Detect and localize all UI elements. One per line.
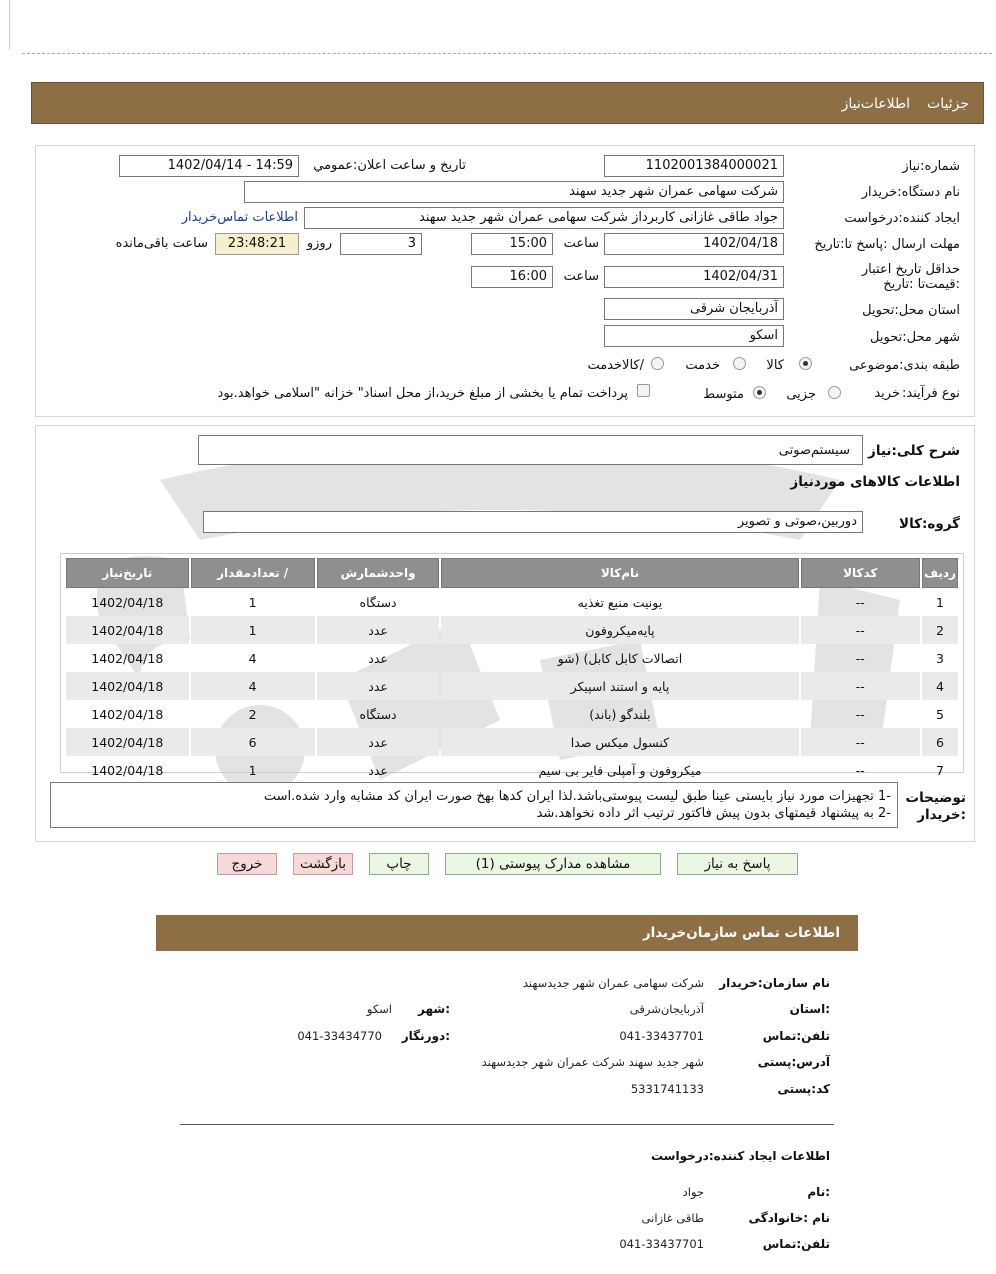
col-date: تاریخ‌نیاز xyxy=(66,558,189,588)
buyer-contact-link[interactable]: اطلاعات تماس‌خریدار xyxy=(181,210,298,225)
top-divider xyxy=(22,53,992,54)
cell-name: یونیت منبع تغذیه xyxy=(577,594,663,610)
province-contact-label: :استان xyxy=(789,1002,830,1016)
process-minor-radio[interactable] xyxy=(828,386,841,399)
cell-code: -- xyxy=(801,672,920,700)
buyer-org-label: نام دستگاه:خریدار xyxy=(861,185,960,200)
col-name: نام‌کالا xyxy=(441,558,798,588)
table-row xyxy=(66,728,958,756)
buyer-contact-header xyxy=(156,915,858,951)
tab-need-info[interactable]: اطلاعات‌نیاز xyxy=(841,96,910,112)
contact-divider xyxy=(180,1124,834,1125)
price-valid-time-field: 16:00 xyxy=(471,266,553,288)
print-button[interactable]: چاپ xyxy=(369,853,429,875)
cell-code: -- xyxy=(855,650,865,666)
province-field: آذربایجان شرقی xyxy=(604,298,784,320)
deadline-date-field: 1402/04/18 xyxy=(604,233,784,255)
col-qty: / تعدادمقدار xyxy=(191,558,315,588)
cell-qty: 4 xyxy=(191,672,315,700)
cell-name: بلندگو (باند) xyxy=(589,706,651,722)
buyer-notes-field xyxy=(50,782,898,828)
goods-info-title: اطلاعات کالاهای موردنیاز xyxy=(790,474,960,490)
cell-unit: عدد xyxy=(317,672,440,700)
process-medium-text: متوسط xyxy=(703,387,744,402)
treasury-payment-checkbox[interactable] xyxy=(637,384,650,397)
process-label: نوع فرآیند: xyxy=(902,386,960,401)
buyer-contact-title: اطلاعات تماس سازمان‌خریدار xyxy=(642,925,840,941)
creator-name-value: جواد xyxy=(682,1185,704,1199)
cell-code: -- xyxy=(855,594,865,610)
category-label: طبقه بندی:موضوعی xyxy=(849,358,960,373)
col-code: کدکالا xyxy=(801,558,920,588)
cell-name: اتصالات کابل کابل) (شو xyxy=(557,650,683,666)
cell-date: 1402/04/18 xyxy=(91,594,164,610)
payment-note: پرداخت تمام یا بخشی از مبلغ خرید،از محل اسناد" خزانه "اسلامی خواهد.بود xyxy=(217,386,628,401)
cell-qty: 4 xyxy=(248,650,257,666)
creator-info-title: اطلاعات ایجاد کننده:درخواست xyxy=(650,1149,830,1163)
cell-qty: 1 xyxy=(248,762,257,778)
city-contact-label: :شهر xyxy=(418,1002,450,1016)
table-row xyxy=(66,672,958,700)
process-buy-text: خرید xyxy=(874,386,900,401)
deadline-time-field: 15:00 xyxy=(471,233,553,255)
days-label: روزو xyxy=(306,236,332,251)
table-row xyxy=(66,756,958,784)
table-row xyxy=(66,616,958,644)
table-row xyxy=(66,644,958,672)
creator-family-value: طاقی غازانی xyxy=(641,1211,704,1225)
fax-value: 041-33434770 xyxy=(297,1029,382,1043)
goods-group-field: دوربین،صوتی و تصویر xyxy=(203,511,863,533)
table-row xyxy=(66,588,958,616)
cell-code: -- xyxy=(855,762,865,778)
category-service-text: خدمت xyxy=(685,358,720,373)
cell-name: میکروفون و آمپلی فایر بی سیم xyxy=(538,762,702,778)
cell-name: پایه‌میکروفون xyxy=(441,616,798,644)
cell-name: پایه و استند اسپیکر xyxy=(441,672,798,700)
goods-group-label: گروه:کالا xyxy=(899,516,960,532)
summary-label: شرح کلی:نیاز xyxy=(868,443,960,459)
price-valid-date-field: 1402/04/31 xyxy=(604,266,784,288)
creator-label: ایجاد کننده:درخواست xyxy=(844,211,960,226)
items-table xyxy=(64,558,960,784)
cell-code: -- xyxy=(801,616,920,644)
postal-value: 5331741133 xyxy=(630,1082,704,1096)
remaining-timer: 23:48:21 xyxy=(215,233,299,255)
cell-date: 1402/04/18 xyxy=(91,762,164,778)
notes-line-2: -2 به پیشنهاد قیمتهای بدون پیش فاکتور ترتیب اثر داده نخواهد.شد xyxy=(536,806,891,821)
cell-unit: دستگاه xyxy=(359,594,397,610)
tab-details[interactable]: جزئیات xyxy=(927,96,969,112)
process-medium-radio[interactable] xyxy=(753,386,766,399)
price-valid-time-label: ساعت xyxy=(563,269,599,284)
deadline-label: مهلت ارسال :پاسخ تا:تاریخ xyxy=(814,237,960,252)
cell-date: 1402/04/18 xyxy=(66,616,189,644)
cell-code: -- xyxy=(801,728,920,756)
process-minor-text: جزیی xyxy=(786,387,816,402)
cell-date: 1402/04/18 xyxy=(66,728,189,756)
announce-label: تاریخ و ساعت اعلان:عمومي xyxy=(313,158,466,173)
creator-family-label: نام :خانوادگی xyxy=(748,1211,830,1225)
cell-row: 1 xyxy=(936,594,944,610)
cell-row: 7 xyxy=(936,762,944,778)
remaining-label: ساعت باقی‌مانده xyxy=(115,236,208,251)
creator-phone-label: تلفن:تماس xyxy=(762,1237,830,1251)
cell-row: 2 xyxy=(922,616,958,644)
cell-qty: 2 xyxy=(248,706,257,722)
cell-unit: دستگاه xyxy=(359,706,397,722)
phone-label: تلفن:تماس xyxy=(762,1029,830,1043)
org-label: نام سازمان:خریدار xyxy=(719,976,830,990)
announce-field: 1402/04/14 - 14:59 xyxy=(119,155,299,177)
category-both-radio[interactable] xyxy=(651,357,664,370)
exit-button[interactable]: خروج xyxy=(217,853,277,875)
buyer-org-field: شرکت سهامی عمران شهر جدید سهند xyxy=(244,181,784,203)
need-number-label: شماره:نیاز xyxy=(902,159,960,174)
need-number-field: 1102001384000021 xyxy=(604,155,784,177)
view-attachments-button[interactable]: مشاهده مدارک پیوستی (1) xyxy=(445,853,661,875)
deadline-time-label: ساعت xyxy=(563,236,599,251)
cell-unit: عدد xyxy=(317,728,440,756)
cell-qty: 1 xyxy=(248,594,257,610)
days-field: 3 xyxy=(340,233,422,255)
postal-label: کد:پستی xyxy=(777,1082,830,1096)
city-field: اسکو xyxy=(604,325,784,347)
creator-phone-value: 041-33437701 xyxy=(619,1237,704,1251)
creator-field: جواد طاقی غازانی کاربرداز شرکت سهامی عمران شهر جدید سهند xyxy=(304,207,784,229)
fax-label: :دورنگار xyxy=(401,1029,450,1043)
address-label: آدرس:پستی xyxy=(757,1055,830,1069)
price-valid-label: حداقل تاریخ اعتبار :قیمت‌تا :تاریخ xyxy=(861,262,960,292)
org-value: شرکت سهامی عمران شهر جدیدسهند xyxy=(522,976,704,990)
phone-value: 041-33437701 xyxy=(619,1029,704,1043)
province-label: استان محل:تحویل xyxy=(862,303,960,318)
address-value: شهر جدید سهند شرکت عمران شهر جدیدسهند xyxy=(481,1055,704,1069)
category-goods-radio[interactable] xyxy=(799,357,812,370)
city-contact-value: اسکو xyxy=(366,1002,392,1016)
cell-unit: عدد xyxy=(317,616,440,644)
header-bar xyxy=(31,82,984,124)
province-contact-value: آذربایجان‌شرقی xyxy=(629,1002,704,1016)
category-service-radio[interactable] xyxy=(733,357,746,370)
cell-qty: 1 xyxy=(191,616,315,644)
category-both-text: /کالاخدمت xyxy=(587,358,644,373)
cell-row: 6 xyxy=(922,728,958,756)
creator-name-label: :نام xyxy=(807,1185,830,1199)
col-unit: واحدشمارش xyxy=(317,558,440,588)
summary-field: سیستم‌صوتی xyxy=(198,435,863,465)
cell-row: 5 xyxy=(936,706,944,722)
cell-unit: عدد xyxy=(368,650,388,666)
notes-line-1: -1 تجهیزات مورد نیاز بایستی عینا طبق لیست پیوستی‌باشد.لذا ایران کدها بهخ صورت ایران کد مشابه وارد شده.است xyxy=(263,789,891,804)
cell-row: 3 xyxy=(936,650,944,666)
cell-row: 4 xyxy=(922,672,958,700)
buyer-notes-label: توضیحات :خریدار xyxy=(905,790,966,823)
reply-button[interactable]: پاسخ به نیاز xyxy=(677,853,798,875)
table-row xyxy=(66,700,958,728)
cell-name: کنسول میکس صدا xyxy=(441,728,798,756)
cell-code: -- xyxy=(855,706,865,722)
city-label: شهر محل:تحویل xyxy=(870,330,960,345)
cell-date: 1402/04/18 xyxy=(91,650,164,666)
cell-qty: 6 xyxy=(191,728,315,756)
category-goods-text: کالا xyxy=(766,358,784,373)
cell-date: 1402/04/18 xyxy=(66,672,189,700)
table-header-row xyxy=(66,558,958,588)
cell-date: 1402/04/18 xyxy=(91,706,164,722)
col-row: ردیف xyxy=(922,558,958,588)
page-edge-line xyxy=(9,0,10,50)
back-button[interactable]: بازگشت xyxy=(293,853,353,875)
cell-unit: عدد xyxy=(368,762,388,778)
